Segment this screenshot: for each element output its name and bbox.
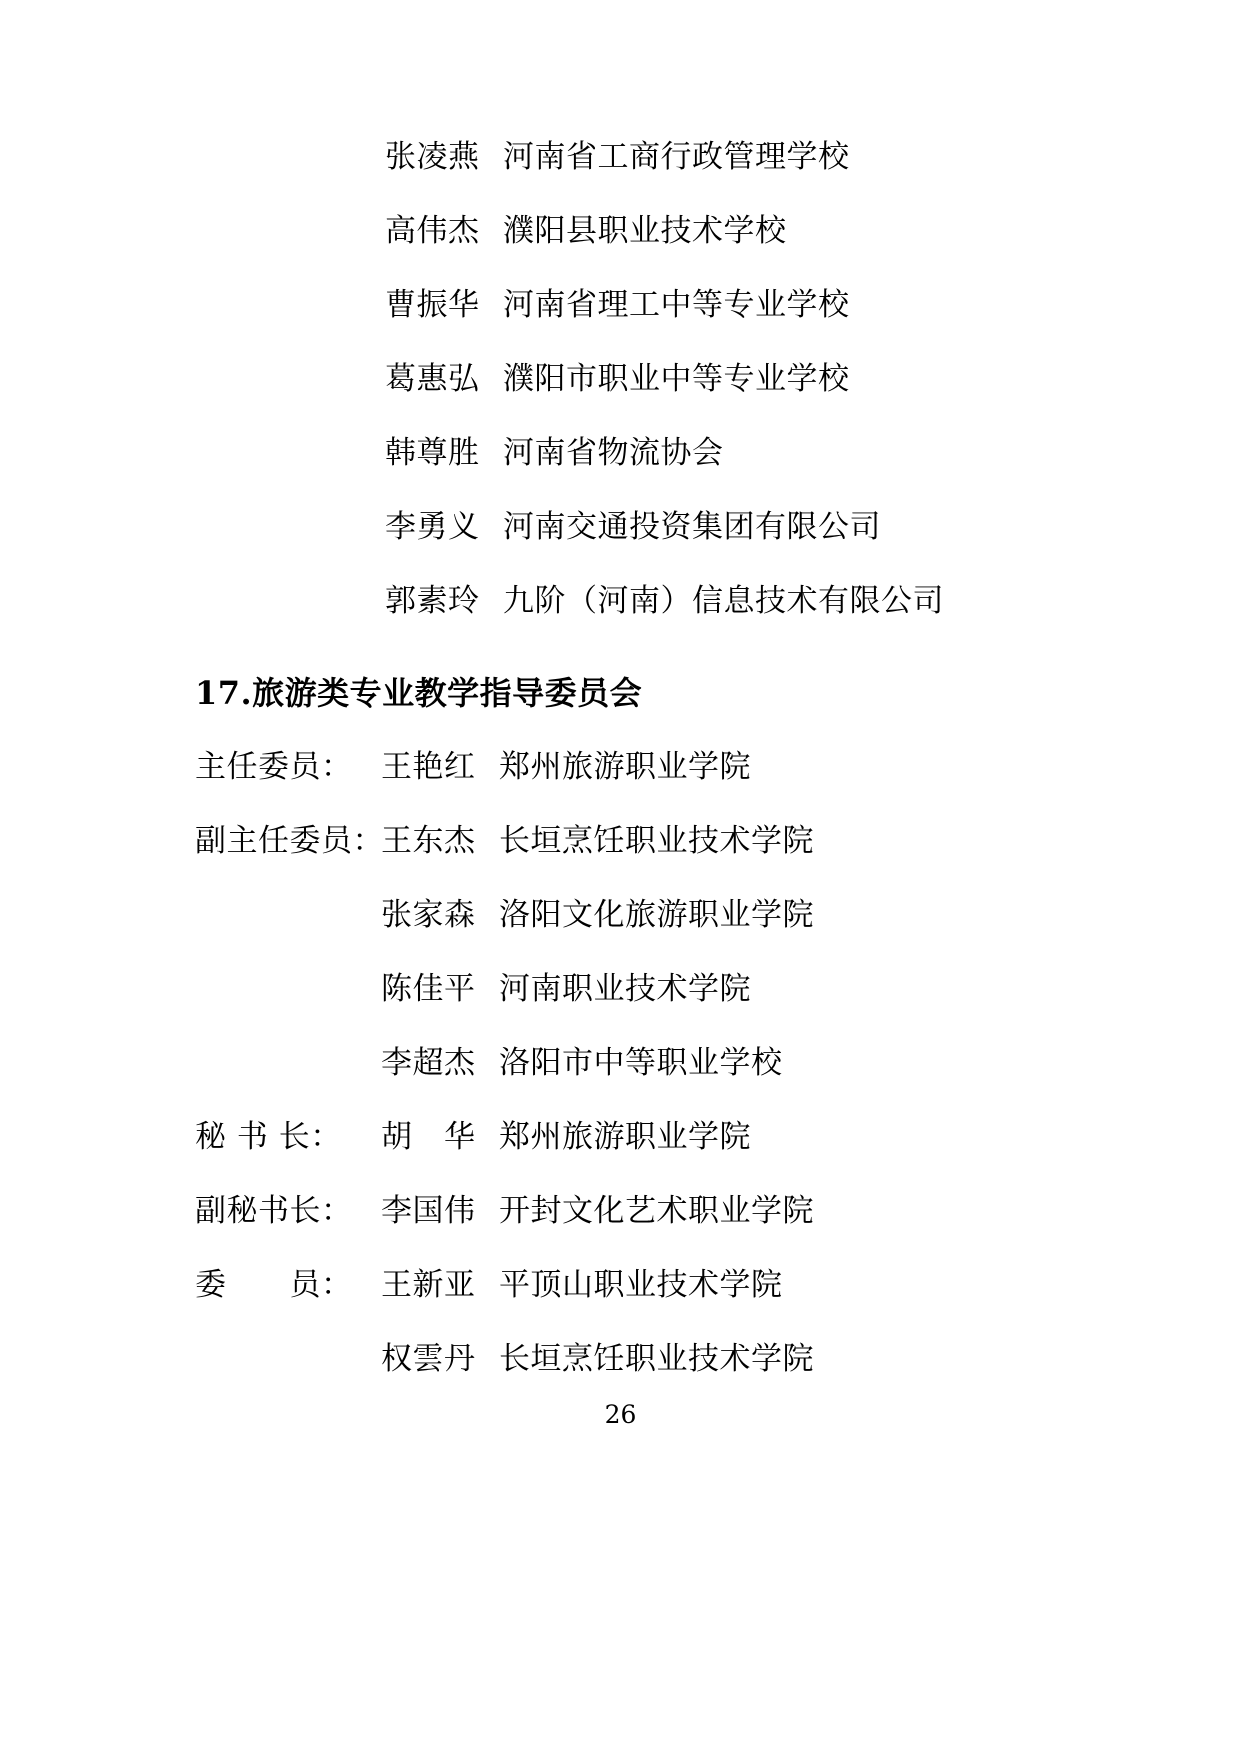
list-item	[195, 268, 1055, 342]
member-name: 张家森	[381, 897, 476, 933]
member-name: 韩尊胜	[385, 435, 480, 471]
member-name: 高伟杰	[385, 213, 480, 249]
member-name: 李超杰	[381, 1045, 476, 1081]
member-name: 权雲丹	[381, 1341, 476, 1377]
member-org: 开封文化艺术职业学院	[499, 1193, 814, 1229]
member-org: 郑州旅游职业学院	[499, 749, 751, 785]
page-content	[195, 120, 1055, 1396]
list-item	[195, 564, 1055, 638]
member-role: 副主任委员：	[195, 823, 384, 859]
member-role: 秘 书 长：	[195, 1119, 342, 1155]
list-item	[195, 342, 1055, 416]
list-item	[195, 804, 1055, 878]
list-item	[195, 490, 1055, 564]
member-name: 曹振华	[385, 287, 480, 323]
page-number: 26	[604, 1400, 637, 1429]
list-item	[195, 730, 1055, 804]
member-org: 洛阳文化旅游职业学院	[499, 897, 814, 933]
list-item	[195, 1248, 1055, 1322]
list-item	[195, 878, 1055, 952]
list-item	[195, 1174, 1055, 1248]
member-name: 葛惠弘	[385, 361, 480, 397]
member-name: 王东杰	[381, 823, 476, 859]
member-org: 长垣烹饪职业技术学院	[499, 823, 814, 859]
list-item	[195, 194, 1055, 268]
member-name: 王新亚	[381, 1267, 476, 1303]
section-heading: 17.旅游类专业教学指导委员会	[195, 674, 643, 712]
member-org: 河南省工商行政管理学校	[503, 139, 850, 175]
member-org: 河南省物流协会	[503, 435, 724, 471]
member-org: 河南交通投资集团有限公司	[503, 509, 881, 545]
member-org: 九阶（河南）信息技术有限公司	[503, 583, 944, 619]
member-role: 委 员：	[195, 1267, 353, 1303]
member-name: 张凌燕	[385, 139, 480, 175]
member-org: 河南省理工中等专业学校	[503, 287, 850, 323]
member-org: 濮阳县职业技术学校	[503, 213, 787, 249]
list-item	[195, 1026, 1055, 1100]
list-item	[195, 1100, 1055, 1174]
member-name: 郭素玲	[385, 583, 480, 619]
list-item	[195, 416, 1055, 490]
member-role: 主任委员：	[195, 749, 353, 785]
member-name: 陈佳平	[381, 971, 476, 1007]
member-role: 副秘书长：	[195, 1193, 353, 1229]
member-name: 李国伟	[381, 1193, 476, 1229]
list-item	[195, 120, 1055, 194]
member-name: 王艳红	[381, 749, 476, 785]
member-org: 长垣烹饪职业技术学院	[499, 1341, 814, 1377]
member-org: 洛阳市中等职业学校	[499, 1045, 783, 1081]
member-org: 郑州旅游职业学院	[499, 1119, 751, 1155]
list-item	[195, 952, 1055, 1026]
member-name: 李勇义	[385, 509, 480, 545]
member-org: 河南职业技术学院	[499, 971, 751, 1007]
member-name: 胡 华	[381, 1119, 476, 1155]
member-org: 濮阳市职业中等专业学校	[503, 361, 850, 397]
member-org: 平顶山职业技术学院	[499, 1267, 783, 1303]
list-item	[195, 1322, 1055, 1396]
